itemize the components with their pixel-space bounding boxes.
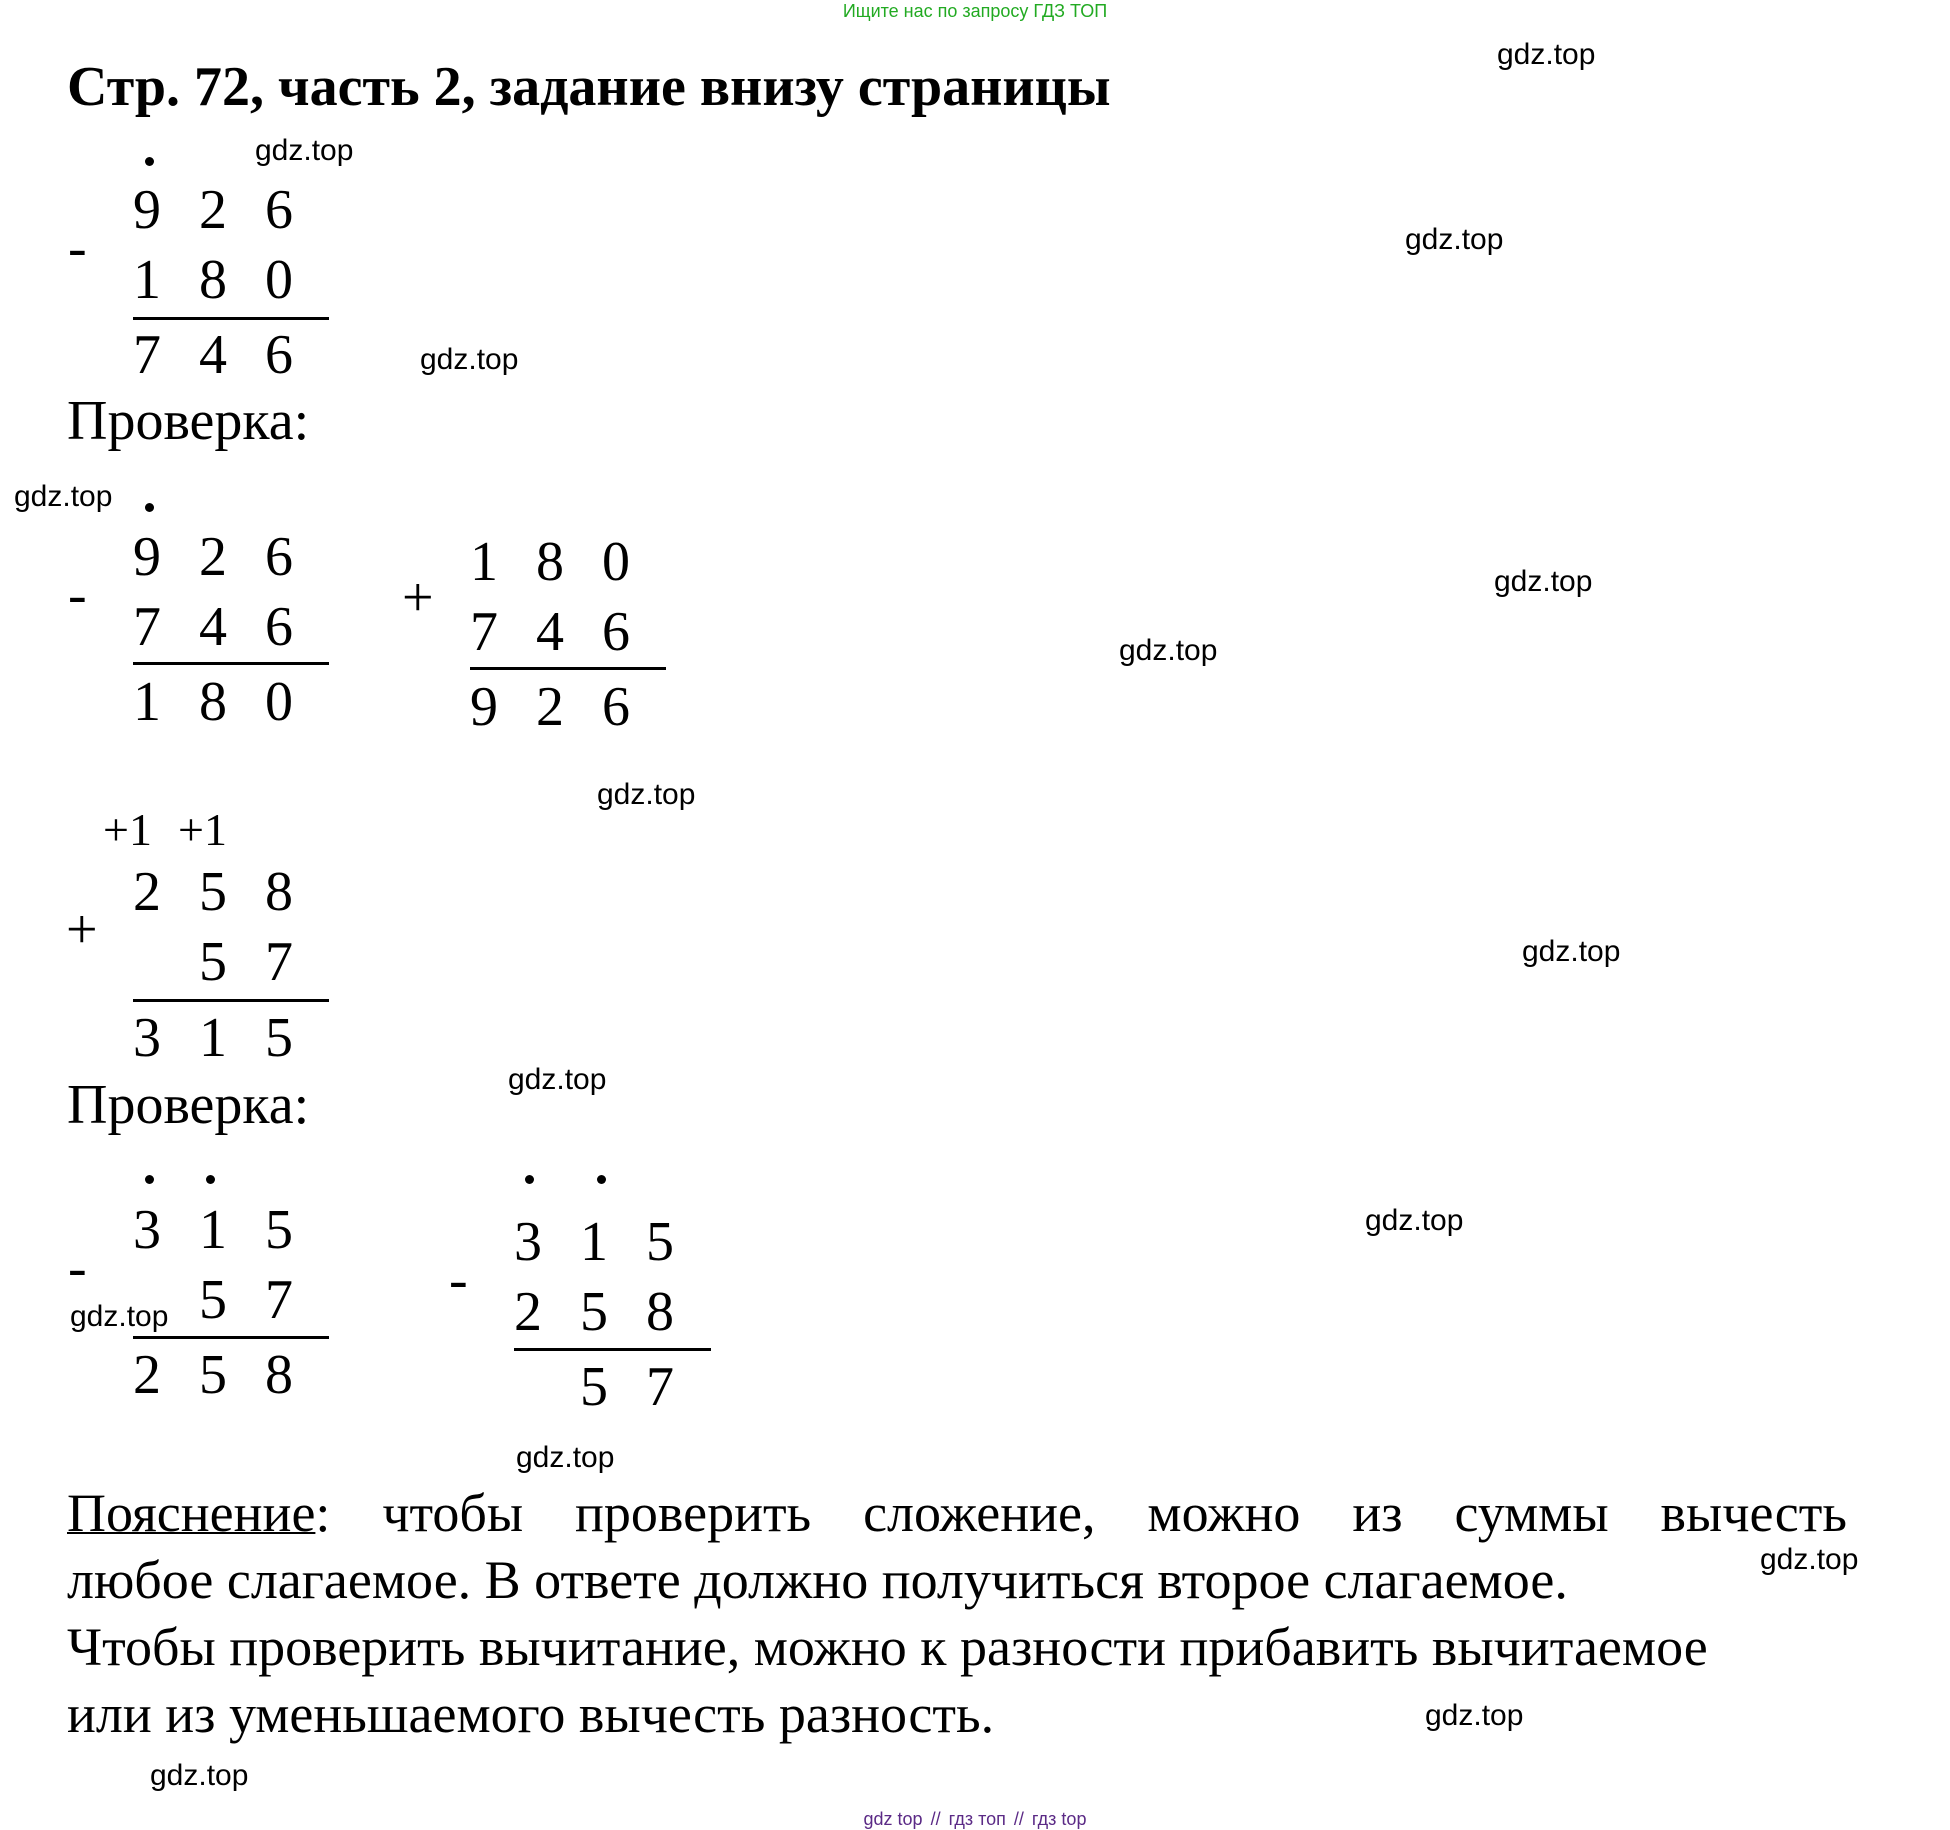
footer-separator: // xyxy=(930,1809,941,1829)
explanation-line-3: Чтобы проверить вычитание, можно к разности прибавить вычитаемое xyxy=(67,1617,1708,1677)
calc1-result xyxy=(133,320,331,390)
check1a-result xyxy=(133,667,331,737)
check1b-block xyxy=(470,527,668,667)
watermark: gdz.top xyxy=(1425,1699,1524,1732)
watermark: gdz.top xyxy=(1119,634,1218,667)
watermark: gdz.top xyxy=(508,1063,607,1096)
plus-sign: + xyxy=(402,567,434,629)
watermark: gdz.top xyxy=(255,134,354,167)
watermark: gdz.top xyxy=(1365,1204,1464,1237)
result-row: 1 8 0 xyxy=(133,671,293,733)
result-line xyxy=(133,662,329,665)
addend-row: 1 8 0 xyxy=(470,531,630,593)
minus-sign: - xyxy=(68,217,87,279)
check-heading: Проверка: xyxy=(67,390,310,452)
page-title: Стр. 72, часть 2, задание внизу страницы xyxy=(67,56,1111,118)
explanation-line-2: любое слагаемое. В ответе должно получиться второе слагаемое. xyxy=(67,1550,1568,1610)
plus-sign: + xyxy=(66,899,98,961)
check1b-result xyxy=(470,672,668,742)
minus-sign: - xyxy=(68,564,87,626)
watermark: gdz.top xyxy=(1760,1543,1859,1576)
watermark: gdz.top xyxy=(150,1759,249,1792)
explanation-line-4: или из уменьшаемого вычесть разность. xyxy=(67,1684,995,1744)
borrow-dot xyxy=(206,1175,215,1184)
minus-sign: - xyxy=(449,1249,468,1311)
minuend-row: 9 2 6 xyxy=(133,179,293,241)
subtrahend-row: 7 4 6 xyxy=(133,596,293,658)
watermark: gdz.top xyxy=(597,778,696,811)
carry-row xyxy=(103,805,253,855)
minuend-row: 3 1 5 xyxy=(133,1199,293,1261)
carry-mark: +1 xyxy=(178,804,227,855)
calc1-block xyxy=(133,175,331,315)
result-row: 3 1 5 xyxy=(133,1007,293,1069)
calc2-block xyxy=(133,857,331,997)
result-line xyxy=(133,1336,329,1339)
watermark: gdz.top xyxy=(70,1300,169,1333)
result-line xyxy=(514,1348,711,1351)
check2b-block xyxy=(514,1207,712,1347)
result-row: 7 4 6 xyxy=(133,324,293,386)
minus-sign: - xyxy=(68,1237,87,1299)
footer-link[interactable]: гдз топ xyxy=(948,1809,1006,1829)
check-heading: Проверка: xyxy=(67,1074,310,1136)
addend-row: 7 4 6 xyxy=(470,601,630,663)
check1a-block xyxy=(133,522,331,662)
watermark: gdz.top xyxy=(420,343,519,376)
result-row: 9 2 6 xyxy=(470,676,630,738)
watermark: gdz.top xyxy=(1497,38,1596,71)
footer-link[interactable]: gdz top xyxy=(863,1809,923,1829)
watermark: gdz.top xyxy=(516,1441,615,1474)
borrow-dot xyxy=(145,503,154,512)
result-row: 2 5 8 xyxy=(133,1344,293,1406)
calc2-result xyxy=(133,1003,331,1073)
addend-row: 5 7 xyxy=(199,931,293,993)
borrow-dot xyxy=(525,1175,534,1184)
minuend-row: 9 2 6 xyxy=(133,526,293,588)
watermark: gdz.top xyxy=(1405,223,1504,256)
check2b-result xyxy=(514,1352,712,1422)
watermark: gdz.top xyxy=(14,480,113,513)
footer-link[interactable]: гдз top xyxy=(1031,1809,1087,1829)
result-line xyxy=(470,667,666,670)
result-row: 5 7 xyxy=(580,1356,674,1418)
check2a-result xyxy=(133,1340,331,1410)
result-line xyxy=(133,999,329,1002)
explanation-line-1: Пояснение: чтобы проверить сложение, можно из суммы вычесть xyxy=(67,1483,1847,1543)
carry-mark: +1 xyxy=(103,804,152,855)
subtrahend-row: 2 5 8 xyxy=(514,1281,674,1343)
explanation-label: Пояснение xyxy=(67,1483,316,1543)
addend-row: 2 5 8 xyxy=(133,861,293,923)
subtrahend-row: 1 8 0 xyxy=(133,249,293,311)
top-banner[interactable]: Ищите нас по запросу ГДЗ ТОП xyxy=(842,1,1108,21)
minuend-row: 3 1 5 xyxy=(514,1211,674,1273)
borrow-dot xyxy=(145,1175,154,1184)
borrow-dot xyxy=(597,1175,606,1184)
watermark: gdz.top xyxy=(1494,565,1593,598)
borrow-dot xyxy=(145,157,154,166)
watermark: gdz.top xyxy=(1522,935,1621,968)
footer-links xyxy=(0,1808,1950,1830)
footer-separator: // xyxy=(1013,1809,1024,1829)
subtrahend-row: 5 7 xyxy=(199,1269,293,1331)
